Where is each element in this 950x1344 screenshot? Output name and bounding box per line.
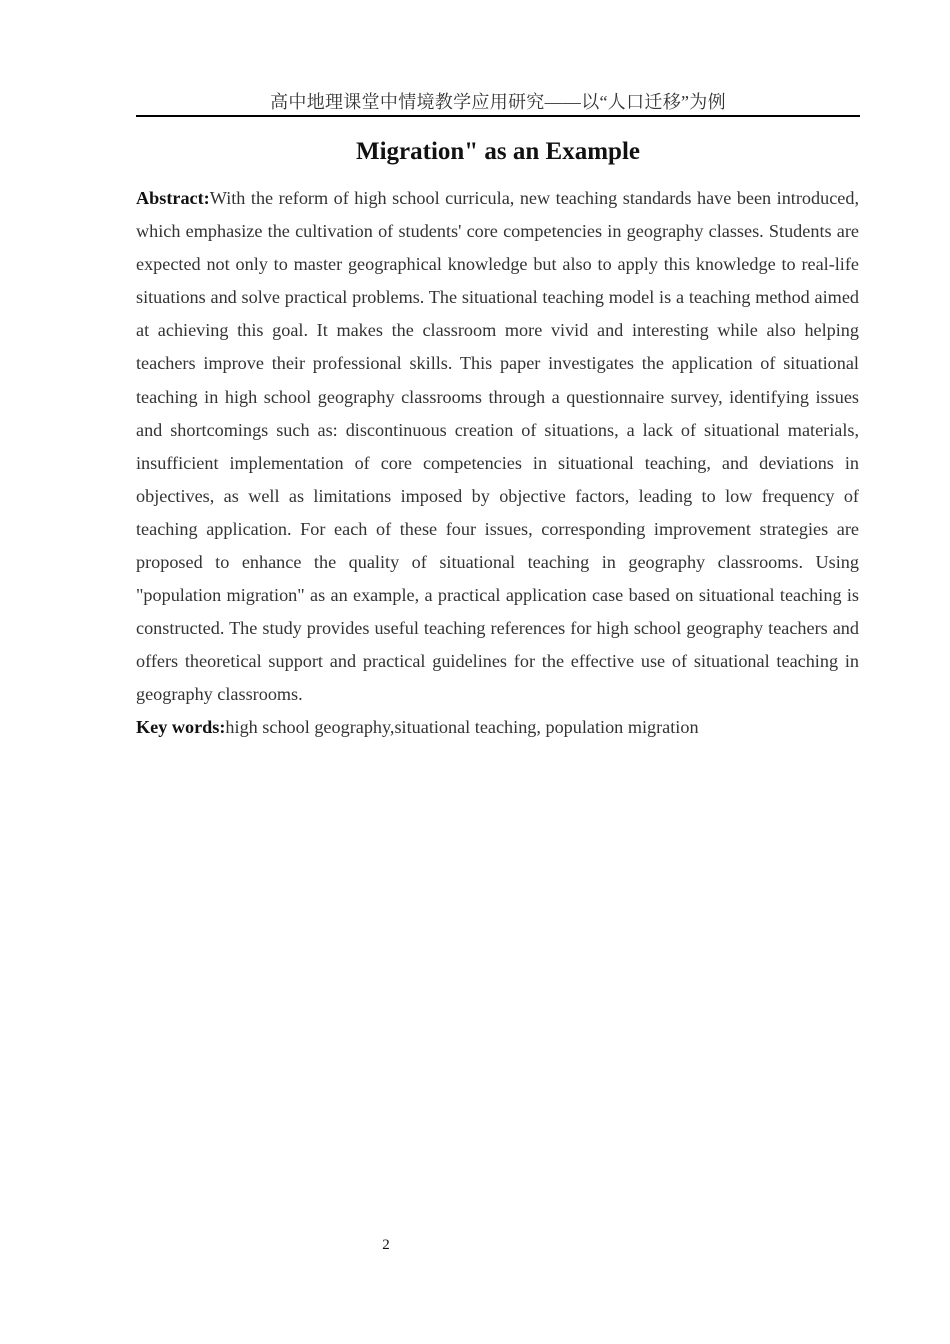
keywords-label: Key words: [136,717,226,737]
page-number: 2 [382,1237,390,1253]
page-title: Migration" as an Example [355,138,641,165]
abstract-text: With the reform of high school curricula, new teaching standards have been introduced, which emphasize the cultivation of students' core competencies in geography classes. Students are expected not only to master geographical knowledge but also to apply this knowledge to real-life situations and solve practical problems. The situational teaching model is a teaching method aimed at achieving this goal. It makes the classroom more vivid and interesting while also helping teachers improve their professional skills. This paper investigates the application of situational teaching in high school geography classrooms through a questionnaire survey, identifying issues and shortcomings such as: discontinuous creation of situations, a lack of situational materials, insufficient implementation of core competencies in situational teaching, and deviations in objectives, as well as limitations imposed by objective factors, leading to low frequency of teaching application. For each of these four issues, corresponding improvement strategies are proposed to enhance the quality of situational teaching in geography classrooms. Using "population migration" as an example, a practical application case based on situational teaching is constructed. The study provides useful teaching references for high school geography teachers and offers theoretical support and practical guidelines for the effective use of situational teaching in geography classrooms. [136,188,859,705]
running-header-text: 高中地理课堂中情境教学应用研究——以“人口迁移”为例 [270,92,726,112]
keywords-paragraph [136,711,860,744]
keywords-text: high school geography,situational teaching, population migration [225,717,699,737]
abstract-paragraph [136,182,859,712]
abstract-label: Abstract: [136,188,210,208]
running-header [136,89,860,117]
